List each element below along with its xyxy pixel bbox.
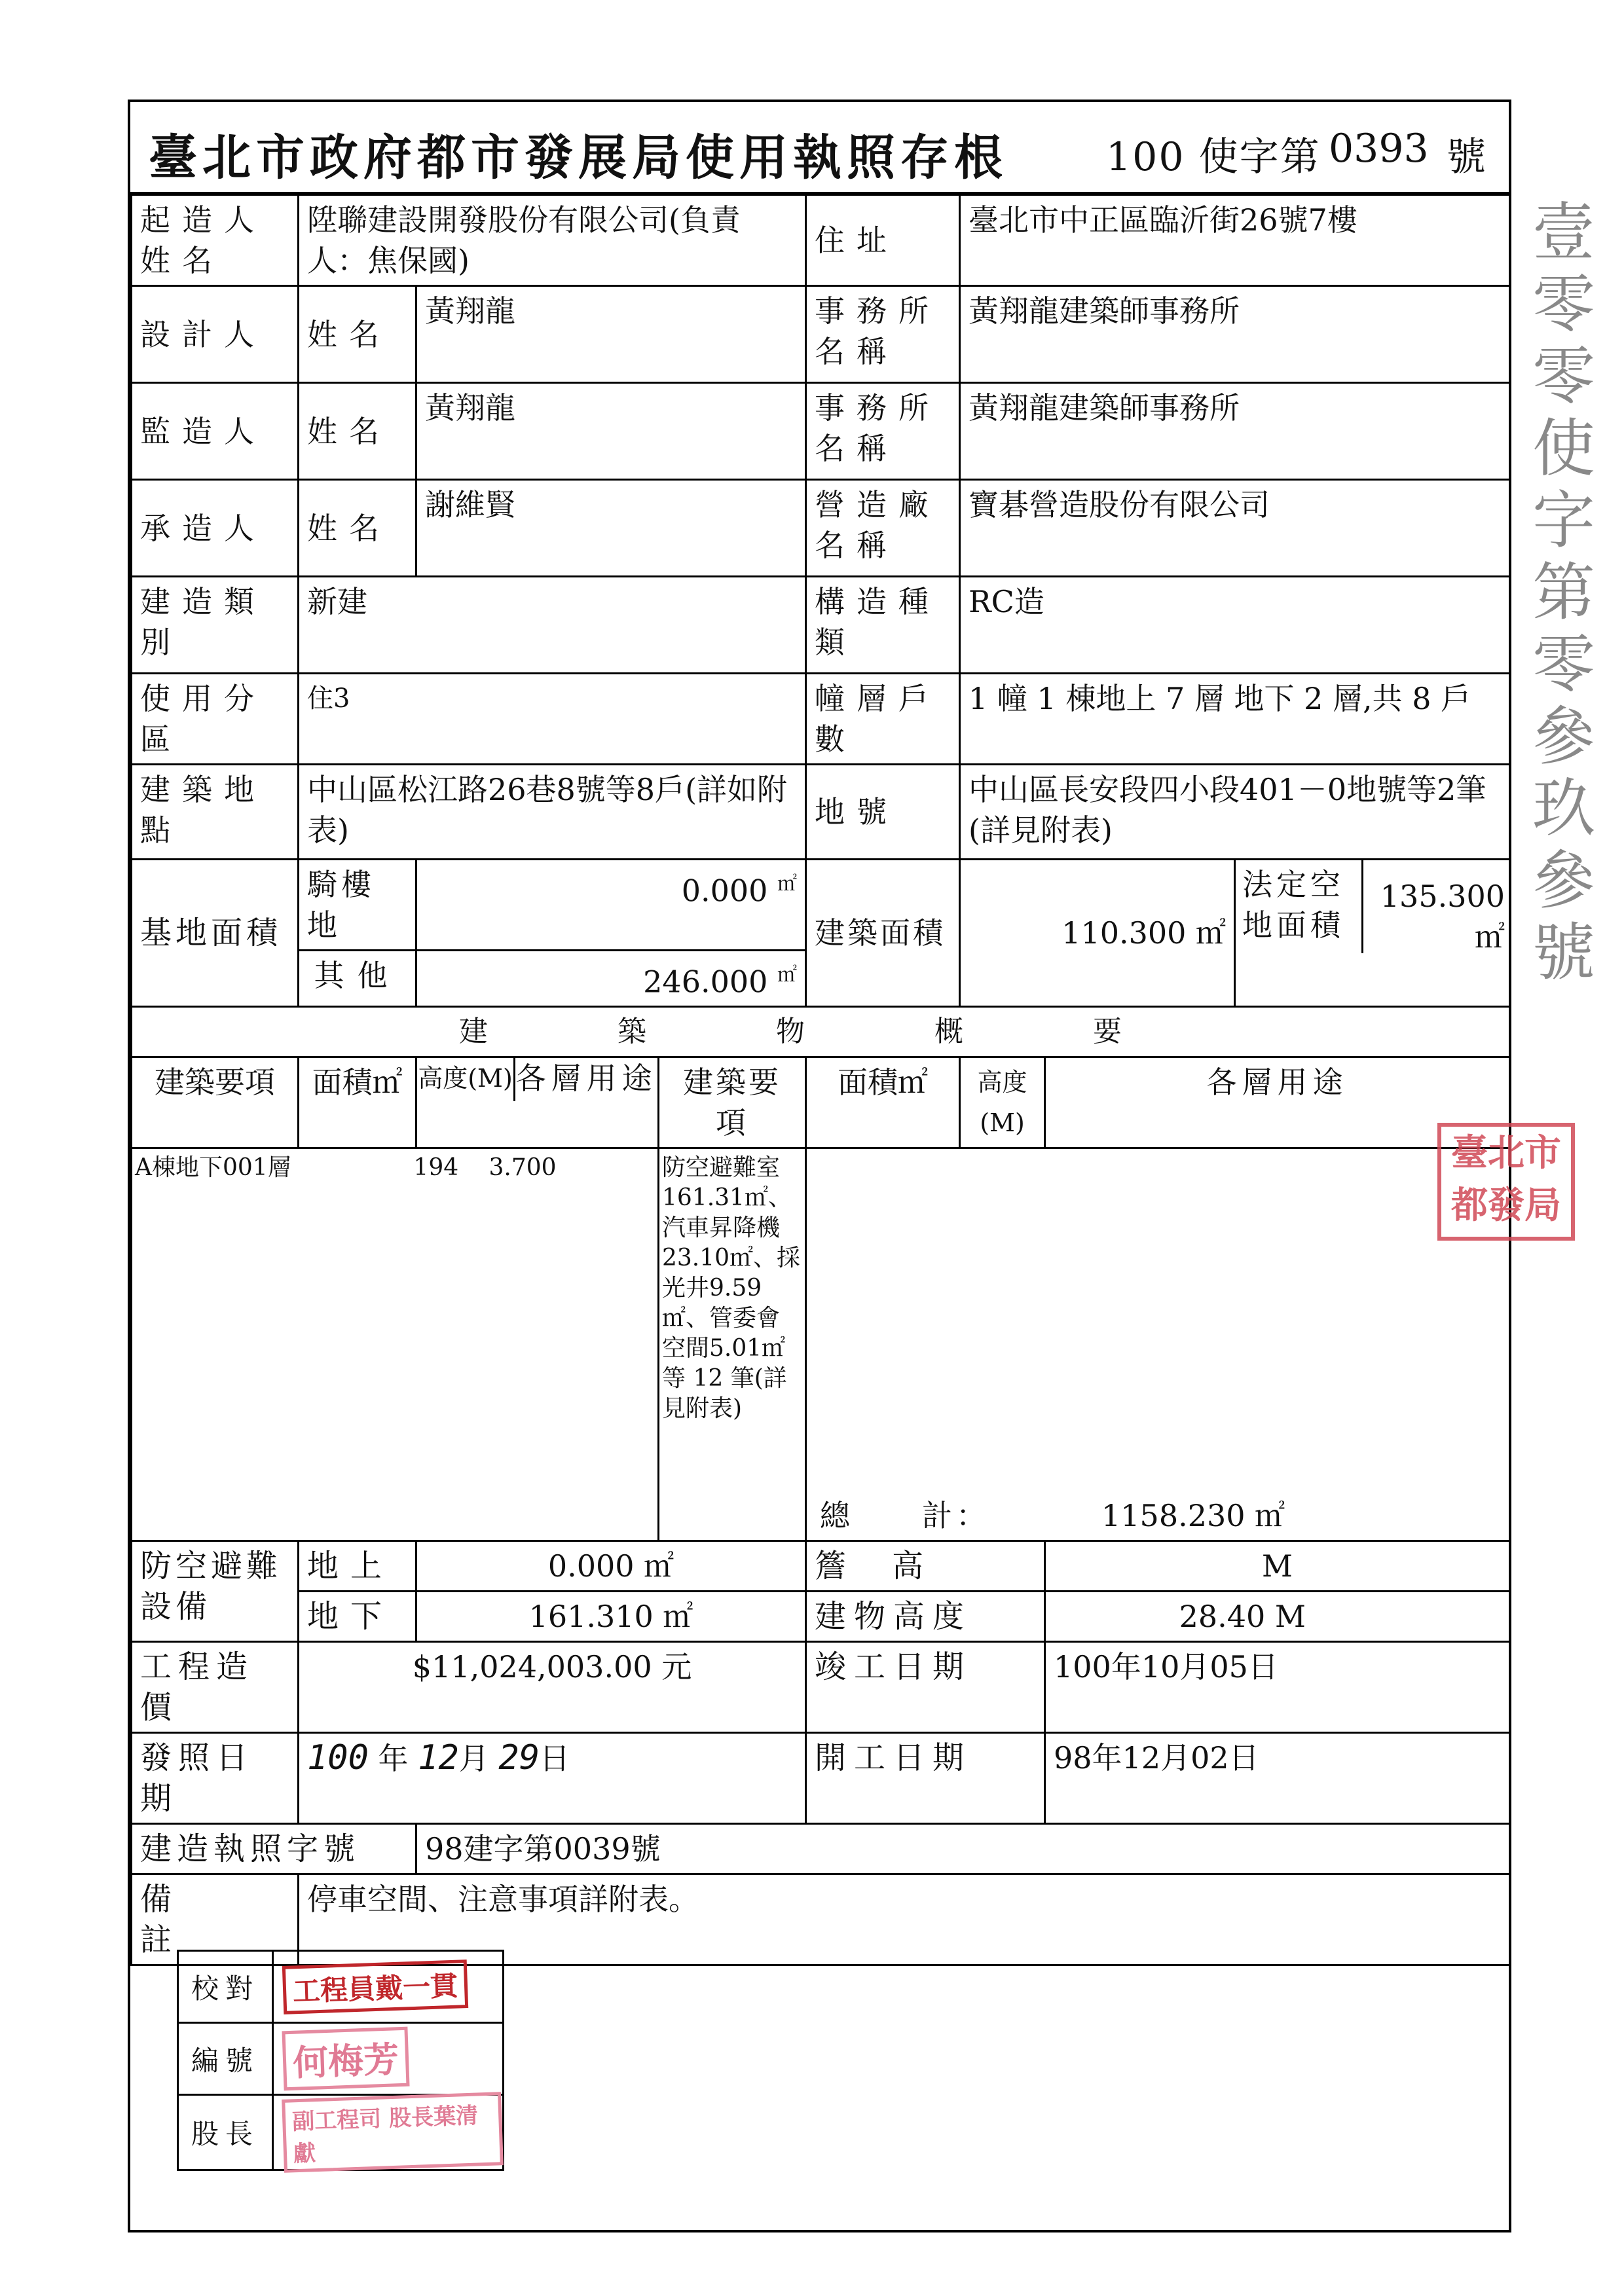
contractor-row — [132, 480, 1510, 577]
designer-office-label: 事務所名稱 — [806, 286, 960, 383]
remarks-value: 停車空間、注意事項詳附表。 — [299, 1874, 1510, 1965]
supervisor-label: 監造人 — [132, 383, 299, 480]
contractor-name: 謝維賢 — [416, 480, 806, 577]
open-space-value: 135.300 ㎡ — [1380, 879, 1505, 955]
stamp-numberer: 何梅芳 — [282, 2027, 409, 2091]
designer-name: 黃翔龍 — [416, 286, 806, 383]
designer-office: 黃翔龍建築師事務所 — [960, 286, 1510, 383]
signoff-label-1: 校對 — [178, 1951, 273, 2023]
col-item-l: 建築要項 — [132, 1057, 299, 1148]
applicant-value: 陞聯建設開發股份有限公司(負責人：焦保國) — [299, 195, 806, 286]
signoff-label-2: 編號 — [178, 2023, 273, 2095]
summary-header-row — [132, 1007, 1510, 1057]
designer-label: 設計人 — [132, 286, 299, 383]
col-area-l: 面積㎡ — [299, 1057, 416, 1148]
floor-usage: 防空避難室161.31㎡、汽車昇降機23.10㎡、採光井9.59㎡、管委會空間5.01㎡ 等 12 筆(詳見附表) — [659, 1148, 806, 1541]
other-value: 246.000 ㎡ — [416, 951, 806, 1007]
title-row — [130, 102, 1509, 194]
applicant-label: 起造人姓名 — [132, 195, 299, 286]
col-item-r: 建築要項 — [659, 1057, 806, 1148]
open-space-cell — [1235, 860, 1510, 1007]
document-title: 臺北市政府都市發展局使用執照存根 — [149, 130, 1008, 186]
shelter-above-value: 0.000 ㎡ — [416, 1541, 806, 1592]
address-value: 臺北市中正區臨沂街26號7樓 — [960, 195, 1510, 286]
contractor-company: 寶碁營造股份有限公司 — [960, 480, 1510, 577]
floor-height: 3.700 — [489, 1154, 557, 1182]
stamp-checker: 工程員戴一貫 — [282, 1959, 468, 2014]
start-date-label: 開工日期 — [806, 1733, 1045, 1824]
col-area-r: 面積㎡ — [806, 1057, 960, 1148]
arcade-value: 0.000 ㎡ — [416, 860, 806, 951]
shelter-row-1 — [132, 1541, 1510, 1592]
permit-label: 建造執照字號 — [132, 1824, 416, 1874]
col-height-l: 高度(M) — [417, 1058, 515, 1101]
floor-summary-row — [132, 1148, 1510, 1541]
applicant-row — [132, 195, 1510, 286]
units-value: 1 幢 1 棟地上 7 層 地下 2 層,共 8 戶 — [960, 674, 1510, 765]
supervisor-name-label: 姓名 — [299, 383, 416, 480]
address-label: 住址 — [806, 195, 960, 286]
total-value: 1158.230 ㎡ — [1101, 1498, 1285, 1534]
zoning-label: 使用分區 — [132, 674, 299, 765]
other-label: 其他 — [299, 951, 416, 1007]
shelter-row-2 — [132, 1592, 1510, 1642]
shelter-above-label: 地上 — [299, 1541, 416, 1592]
height-label: 建物高度 — [806, 1592, 1045, 1642]
completion-value: 100年10月05日 — [1045, 1642, 1510, 1733]
official-seal: 臺北市 都發局 — [1437, 1123, 1575, 1241]
serial-suffix: 號 — [1447, 134, 1486, 180]
location-row — [132, 765, 1510, 860]
signoff-table — [177, 1950, 504, 2171]
contractor-name-label: 姓名 — [299, 480, 416, 577]
zoning-value: 住3 — [299, 674, 806, 765]
zoning-row — [132, 674, 1510, 765]
cost-value: $11,024,003.00 元 — [299, 1642, 806, 1733]
building-area-label: 建築面積 — [806, 860, 960, 1007]
open-space-label: 法定空地面積 — [1236, 860, 1363, 953]
signoff-row — [178, 2095, 504, 2170]
issue-date-value: 100 年 12月 29日 — [299, 1733, 806, 1824]
construction-type: 新建 — [299, 577, 806, 674]
construction-row — [132, 577, 1510, 674]
supervisor-office: 黃翔龍建築師事務所 — [960, 383, 1510, 480]
contractor-company-label: 營造廠名稱 — [806, 480, 960, 577]
shelter-below-label: 地下 — [299, 1592, 416, 1642]
start-date-value: 98年12月02日 — [1045, 1733, 1510, 1824]
floor-item: A棟地下001層 — [135, 1154, 291, 1182]
lot-label: 地號 — [806, 765, 960, 860]
designer-name-label: 姓名 — [299, 286, 416, 383]
serial-number: 0393 — [1329, 126, 1429, 172]
completion-label: 竣工日期 — [806, 1642, 1045, 1733]
floor-right-block — [806, 1148, 1510, 1541]
issue-date-label: 發照日期 — [132, 1733, 299, 1824]
remarks-label: 備註 — [132, 1874, 299, 1965]
location-label: 建築地點 — [132, 765, 299, 860]
site-area-row-1 — [132, 860, 1510, 951]
bleed-through-margin-text: 壹零零 使字 第 零參玖參 號 — [1532, 196, 1595, 989]
stamp-section-chief: 副工程司 股長葉清獻 — [282, 2092, 504, 2173]
permit-form-table — [130, 194, 1511, 1966]
floor-left-block — [132, 1148, 659, 1541]
supervisor-row — [132, 383, 1510, 480]
cost-label: 工程造價 — [132, 1642, 299, 1733]
site-area-label: 基地面積 — [132, 860, 299, 1007]
lot-value: 中山區長安段四小段401－0地號等2筆(詳見附表) — [960, 765, 1510, 860]
structure-value: RC造 — [960, 577, 1510, 674]
arcade-label: 騎樓地 — [299, 860, 416, 951]
designer-row — [132, 286, 1510, 383]
location-value: 中山區松江路26巷8號等8戶(詳如附表) — [299, 765, 806, 860]
signoff-row — [178, 1951, 504, 2023]
serial-prefix: 100 使字第 — [1106, 134, 1321, 180]
col-usage-l: 各層用途 — [515, 1061, 657, 1097]
construction-type-label: 建造類別 — [132, 577, 299, 674]
permit-row — [132, 1824, 1510, 1874]
shelter-below-value: 161.310 ㎡ — [416, 1592, 806, 1642]
signoff-row — [178, 2023, 504, 2095]
supervisor-office-label: 事務所名稱 — [806, 383, 960, 480]
height-value: 28.40 M — [1045, 1592, 1510, 1642]
shelter-label: 防空避難設備 — [132, 1541, 299, 1642]
total-label: 總 計： — [820, 1498, 991, 1534]
units-label: 幢層戶數 — [806, 674, 960, 765]
structure-label: 構造種類 — [806, 577, 960, 674]
floor-area: 194 — [413, 1154, 459, 1182]
cost-row — [132, 1642, 1510, 1733]
summary-header: 建 築 物 概 要 — [132, 1007, 1510, 1057]
supervisor-name: 黃翔龍 — [416, 383, 806, 480]
col-usage-r: 各層用途 — [1045, 1057, 1510, 1148]
issue-date-row — [132, 1733, 1510, 1824]
column-header-row — [132, 1057, 1510, 1148]
signoff-label-3: 股長 — [178, 2095, 273, 2170]
col-height-r: 高度(M) — [960, 1057, 1045, 1148]
contractor-label: 承造人 — [132, 480, 299, 577]
eaves-label: 簷高 — [806, 1541, 1045, 1592]
eaves-value: M — [1045, 1541, 1510, 1592]
permit-value: 98建字第0039號 — [416, 1824, 1510, 1874]
permit-stub-page — [128, 100, 1511, 2232]
building-area-value: 110.300 ㎡ — [960, 860, 1235, 1007]
